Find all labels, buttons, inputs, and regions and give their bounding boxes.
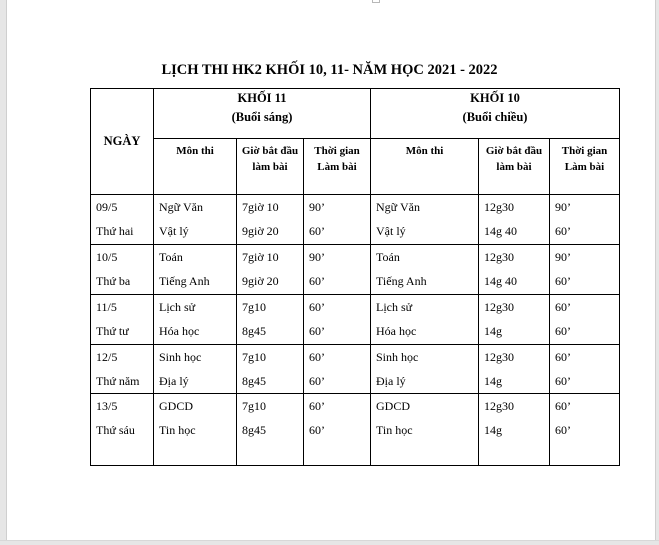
day-cell [91, 394, 154, 466]
k10-start-line: 12g30 [484, 300, 514, 314]
col-header-subject-k11: Môn thi [154, 139, 237, 195]
k10-duration-cell [550, 245, 620, 295]
table-row [91, 345, 620, 394]
k11-subject-cell [154, 295, 237, 345]
k10-duration-line: 60’ [555, 423, 571, 437]
k10-duration-line: 60’ [555, 374, 571, 388]
day-cell [91, 345, 154, 394]
document-title: LỊCH THI HK2 KHỐI 10, 11- NĂM HỌC 2021 - 2022 [161, 62, 498, 78]
k10-start-cell [479, 245, 550, 295]
k11-duration-line: 90’ [309, 250, 325, 264]
k11-subject-line: GDCD [159, 399, 194, 413]
k11-subject-line: Sinh học [159, 350, 202, 364]
k10-duration-line: 60’ [555, 399, 571, 413]
col-header-start-k11: Giờ bắt đầu làm bài [237, 139, 304, 195]
k11-start-line: 7giờ 10 [242, 250, 279, 264]
k10-start-line: 14g 40 [484, 274, 517, 288]
k11-duration-cell [304, 295, 371, 345]
k10-subject-line: GDCD [376, 399, 411, 413]
k10-start-line: 12g30 [484, 250, 514, 264]
k10-start-cell [479, 394, 550, 466]
col-header-duration-k10: Thời gian Làm bài [550, 139, 620, 195]
k11-duration-line: 60’ [309, 423, 325, 437]
header-khoi-10 [371, 89, 620, 139]
k10-subject-cell [371, 295, 479, 345]
khoi-10-session: (Buổi chiều) [462, 110, 528, 124]
k10-subject-line: Tiếng Anh [376, 274, 427, 288]
page-left-margin [0, 0, 7, 545]
col-header-duration-k11: Thời gian Làm bài [304, 139, 371, 195]
k11-start-cell [237, 394, 304, 466]
k11-duration-line: 60’ [309, 324, 325, 338]
day-line: 12/5 [96, 350, 118, 364]
k11-duration-line: 60’ [309, 300, 325, 314]
k10-subject-line: Sinh học [376, 350, 419, 364]
table-row [91, 195, 620, 245]
k11-duration-cell [304, 394, 371, 466]
k10-start-line: 12g30 [484, 350, 514, 364]
day-line: Thứ tư [96, 324, 129, 338]
k10-duration-cell [550, 394, 620, 466]
k10-duration-line: 60’ [555, 300, 571, 314]
k11-start-cell [237, 195, 304, 245]
k11-start-line: 8g45 [242, 324, 266, 338]
k10-start-cell [479, 295, 550, 345]
k11-duration-line: 60’ [309, 274, 325, 288]
k11-subject-cell [154, 345, 237, 394]
day-cell [91, 295, 154, 345]
day-line: Thứ hai [96, 224, 134, 238]
k11-start-cell [237, 245, 304, 295]
k11-start-line: 7giờ 10 [242, 200, 279, 214]
k11-duration-cell [304, 345, 371, 394]
k11-start-line: 9giờ 20 [242, 274, 279, 288]
k10-duration-cell [550, 345, 620, 394]
k11-subject-cell [154, 394, 237, 466]
k11-subject-line: Ngữ Văn [159, 200, 203, 214]
k11-duration-cell [304, 245, 371, 295]
col-header-start-k10: Giờ bắt đầu làm bài [479, 139, 550, 195]
khoi-10-name: KHỐI 10 [470, 91, 520, 105]
table-row [91, 295, 620, 345]
k10-start-line: 14g [484, 374, 502, 388]
k10-duration-cell [550, 295, 620, 345]
k11-duration-line: 60’ [309, 399, 325, 413]
k10-subject-cell [371, 245, 479, 295]
k10-start-line: 14g [484, 423, 502, 437]
k10-start-cell [479, 345, 550, 394]
k10-start-line: 12g30 [484, 200, 514, 214]
header-khoi-11 [154, 89, 371, 139]
day-line: 11/5 [96, 300, 117, 314]
k11-start-line: 9giờ 20 [242, 224, 279, 238]
k10-subject-line: Tin học [376, 423, 413, 437]
exam-schedule-table [90, 88, 620, 466]
day-line: 09/5 [96, 200, 118, 214]
k11-start-cell [237, 295, 304, 345]
k10-subject-line: Vật lý [376, 224, 406, 238]
page-right-margin [655, 0, 659, 545]
day-line: 13/5 [96, 399, 118, 413]
k10-start-line: 14g [484, 324, 502, 338]
k10-subject-line: Lịch sử [376, 300, 413, 314]
k10-duration-cell [550, 195, 620, 245]
col-header-subject-k10: Môn thi [371, 139, 479, 195]
k10-duration-line: 60’ [555, 350, 571, 364]
k11-start-line: 8g45 [242, 423, 266, 437]
k10-subject-line: Toán [376, 250, 400, 264]
k11-start-line: 7g10 [242, 350, 266, 364]
k10-subject-cell [371, 195, 479, 245]
k10-subject-line: Hóa học [376, 324, 417, 338]
k11-subject-line: Hóa học [159, 324, 200, 338]
day-line: Thứ ba [96, 274, 131, 288]
table-row [91, 245, 620, 295]
k10-start-line: 12g30 [484, 399, 514, 413]
k11-subject-cell [154, 245, 237, 295]
k11-duration-line: 90’ [309, 200, 325, 214]
k11-subject-line: Vật lý [159, 224, 189, 238]
k11-duration-line: 60’ [309, 224, 325, 238]
k10-subject-line: Địa lý [376, 374, 406, 388]
day-cell [91, 245, 154, 295]
page-bottom-margin [0, 540, 659, 545]
k11-subject-line: Toán [159, 250, 183, 264]
day-line: Thứ sáu [96, 423, 135, 437]
k11-start-line: 7g10 [242, 399, 266, 413]
day-cell [91, 195, 154, 245]
k10-duration-line: 60’ [555, 324, 571, 338]
k11-subject-line: Tiếng Anh [159, 274, 210, 288]
k10-duration-line: 60’ [555, 224, 571, 238]
k10-duration-line: 90’ [555, 200, 571, 214]
day-line: Thứ năm [96, 374, 140, 388]
day-line: 10/5 [96, 250, 118, 264]
k11-subject-cell [154, 195, 237, 245]
header-ngay: NGÀY [91, 89, 154, 195]
k11-start-line: 7g10 [242, 300, 266, 314]
k11-subject-line: Tin học [159, 423, 196, 437]
table-row [91, 394, 620, 466]
k10-start-line: 14g 40 [484, 224, 517, 238]
khoi-11-name: KHỐI 11 [237, 91, 287, 105]
k10-duration-line: 90’ [555, 250, 571, 264]
ruler-marker [372, 0, 380, 3]
k11-subject-line: Lịch sử [159, 300, 196, 314]
k10-start-cell [479, 195, 550, 245]
k10-duration-line: 60’ [555, 274, 571, 288]
k11-start-cell [237, 345, 304, 394]
k11-duration-line: 60’ [309, 350, 325, 364]
k11-subject-line: Địa lý [159, 374, 189, 388]
k11-start-line: 8g45 [242, 374, 266, 388]
k10-subject-cell [371, 394, 479, 466]
k10-subject-line: Ngữ Văn [376, 200, 420, 214]
k11-duration-line: 60’ [309, 374, 325, 388]
k10-subject-cell [371, 345, 479, 394]
k11-duration-cell [304, 195, 371, 245]
khoi-11-session: (Buổi sáng) [231, 110, 293, 124]
